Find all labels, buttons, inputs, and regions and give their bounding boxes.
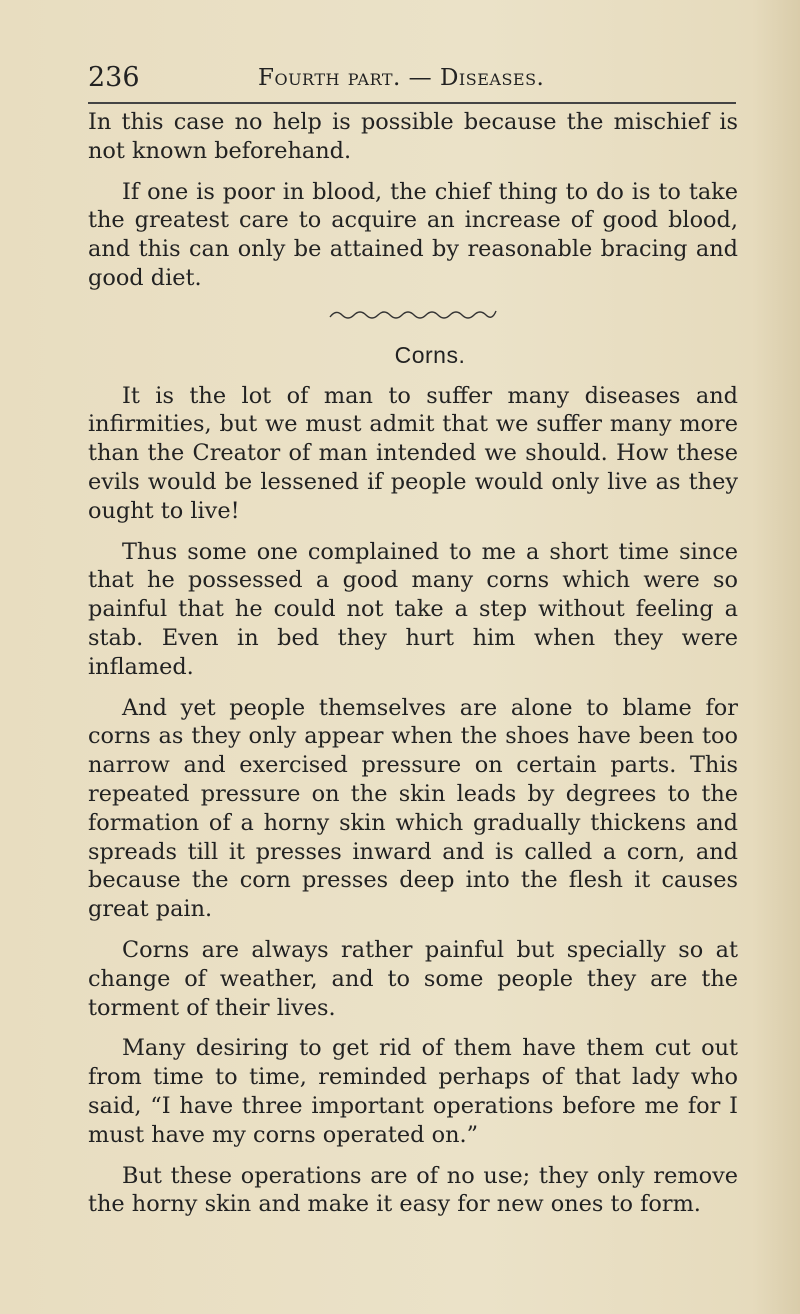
paragraph: Thus some one complained to me a short time since that he possessed a good many corns which were so painful that he could not take a step without feeling a stab. Even in bed they hurt him when they were inflamed. — [88, 538, 738, 680]
paragraph: But these operations are of no use; they only remove the horny skin and make it easy for new ones to form. — [88, 1162, 738, 1218]
paragraph: Many desiring to get rid of them have them cut out from time to time, reminded perhaps of that lady who said, “I have three important operations before me for I must have my corns operated on.” — [88, 1035, 738, 1148]
paragraph: It is the lot of man to suffer many diseases and infirmities, but we must admit that we suffer many more than the Creator of man intended we should. How these evils would be lessened if people would only live as they ought to live! — [88, 382, 738, 524]
paragraph: Corns are always rather painful but specially so at change of weather, and to some people they are the torment of their lives. — [88, 936, 738, 1021]
section-title: Corns. — [394, 341, 466, 368]
paragraph: If one is poor in blood, the chief thing to do is to take the greatest care to acquire an increase of good blood, and this can only be attained by reasonable bracing and good diet. — [88, 178, 738, 291]
body-text — [88, 108, 738, 1231]
paragraph: In this case no help is possible because the mischief is not known beforehand. — [88, 109, 738, 164]
wave-ornament — [328, 305, 498, 323]
page-number: 236 — [88, 62, 140, 93]
running-head: Fourth part. — Diseases. — [258, 65, 545, 91]
paragraph: And yet people themselves are alone to blame for corns as they only appear when the shoes have been too narrow and exercised pressure on certain parts. This repeated pressure on the skin leads by degrees to the formation of a horny skin which gradually thickens and spreads till it presses inward and is called a corn, and because the corn presses deep into the flesh it causes great pain. — [88, 694, 738, 923]
header-rule — [88, 102, 736, 104]
page-header — [88, 62, 738, 102]
